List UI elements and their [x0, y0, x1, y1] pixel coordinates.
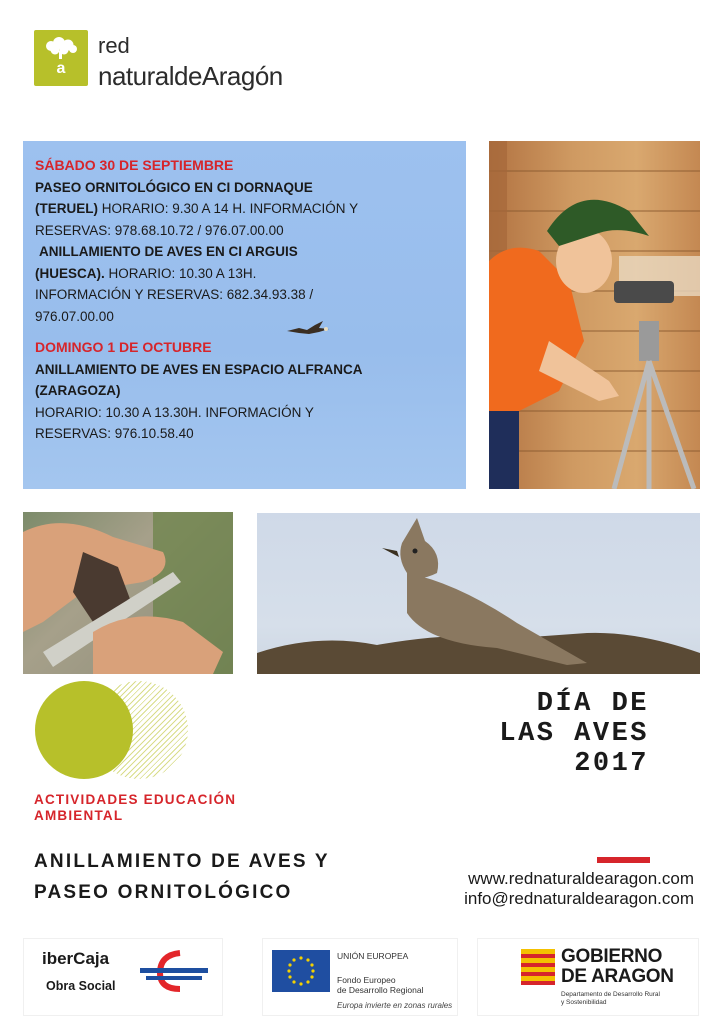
bird-ringing-photo	[23, 512, 233, 674]
activity-title: ANILLAMIENTO DE AVES Y PASEO ORNITOLÓGICO	[34, 851, 330, 903]
eu-feder-logo	[262, 938, 458, 1016]
gobierno-aragon-logo	[477, 938, 699, 1016]
events-info-box	[23, 141, 466, 489]
green-circle-decoration	[35, 681, 133, 779]
ibercaja-subtitle: Obra Social	[46, 979, 116, 993]
eu-title: UNIÓN EUROPEA	[337, 951, 409, 961]
event3-title: ANILLAMIENTO DE AVES EN ESPACIO ALFRANCA	[35, 361, 363, 377]
ibercaja-logo	[23, 938, 223, 1016]
eu-flag-icon	[272, 950, 330, 992]
event1-location: (TERUEL)	[35, 201, 98, 216]
red-accent-bar	[597, 857, 650, 863]
contact-info	[464, 869, 694, 909]
event1-phone: RESERVAS: 978.68.10.72 / 976.07.00.00	[35, 222, 284, 238]
event2-info: INFORMACIÓN Y RESERVAS: 682.34.93.38 /	[35, 287, 314, 302]
eu-fund: Fondo Europeo de Desarrollo Regional	[337, 975, 424, 995]
logo-letter: a	[56, 60, 66, 77]
event2-phone: 976.07.00.00	[35, 308, 114, 324]
flying-bird-image	[285, 319, 331, 341]
event2-location: (HUESCA).	[35, 265, 105, 281]
boy-birdwatching-photo	[489, 141, 700, 489]
ibercaja-mark-icon	[140, 947, 208, 995]
event1-schedule: HORARIO: 9.30 A 14 H. INFORMACIÓN Y	[98, 201, 359, 216]
logo-text-red: red	[98, 33, 130, 58]
event3-location: (ZARAGOZA)	[35, 383, 121, 398]
activities-subtitle: ACTIVIDADES EDUCACIÓN AMBIENTAL	[34, 792, 237, 823]
event3-schedule: HORARIO: 10.30 A 13.30H. INFORMACIÓN Y	[35, 404, 314, 420]
logo-text-natural: naturaldeAragón	[98, 61, 283, 91]
aragon-flag-icon	[521, 949, 555, 985]
event1-title: PASEO ORNITOLÓGICO EN CI DORNAQUE	[35, 179, 313, 195]
ibercaja-name: iberCaja	[42, 949, 110, 968]
event3-phone: RESERVAS: 976.10.58.40	[35, 426, 194, 441]
day2-title: DOMINGO 1 DE OCTUBRE	[35, 339, 212, 355]
brand-logo	[34, 30, 88, 86]
event2-schedule: HORARIO: 10.30 A 13H.	[104, 265, 257, 281]
day1-title: SÁBADO 30 DE SEPTIEMBRE	[35, 157, 234, 173]
tree-icon	[43, 37, 79, 59]
gob-name-line2: DE ARAGON	[561, 966, 674, 987]
day-title: DÍA DE LAS AVES 2017	[499, 689, 649, 779]
event2-title: ANILLAMIENTO DE AVES EN CI ARGUIS	[39, 244, 298, 259]
gob-department: Departamento de Desarrollo Rural y Sostenibilidad	[561, 991, 660, 1006]
eu-motto: Europa invierte en zonas rurales	[337, 1001, 453, 1010]
gob-name-line1: GOBIERNO	[561, 946, 663, 967]
crested-lark-photo	[257, 513, 700, 674]
email-link[interactable]: info@rednaturaldearagon.com	[464, 889, 694, 908]
website-link[interactable]: www.rednaturaldearagon.com	[468, 869, 694, 888]
